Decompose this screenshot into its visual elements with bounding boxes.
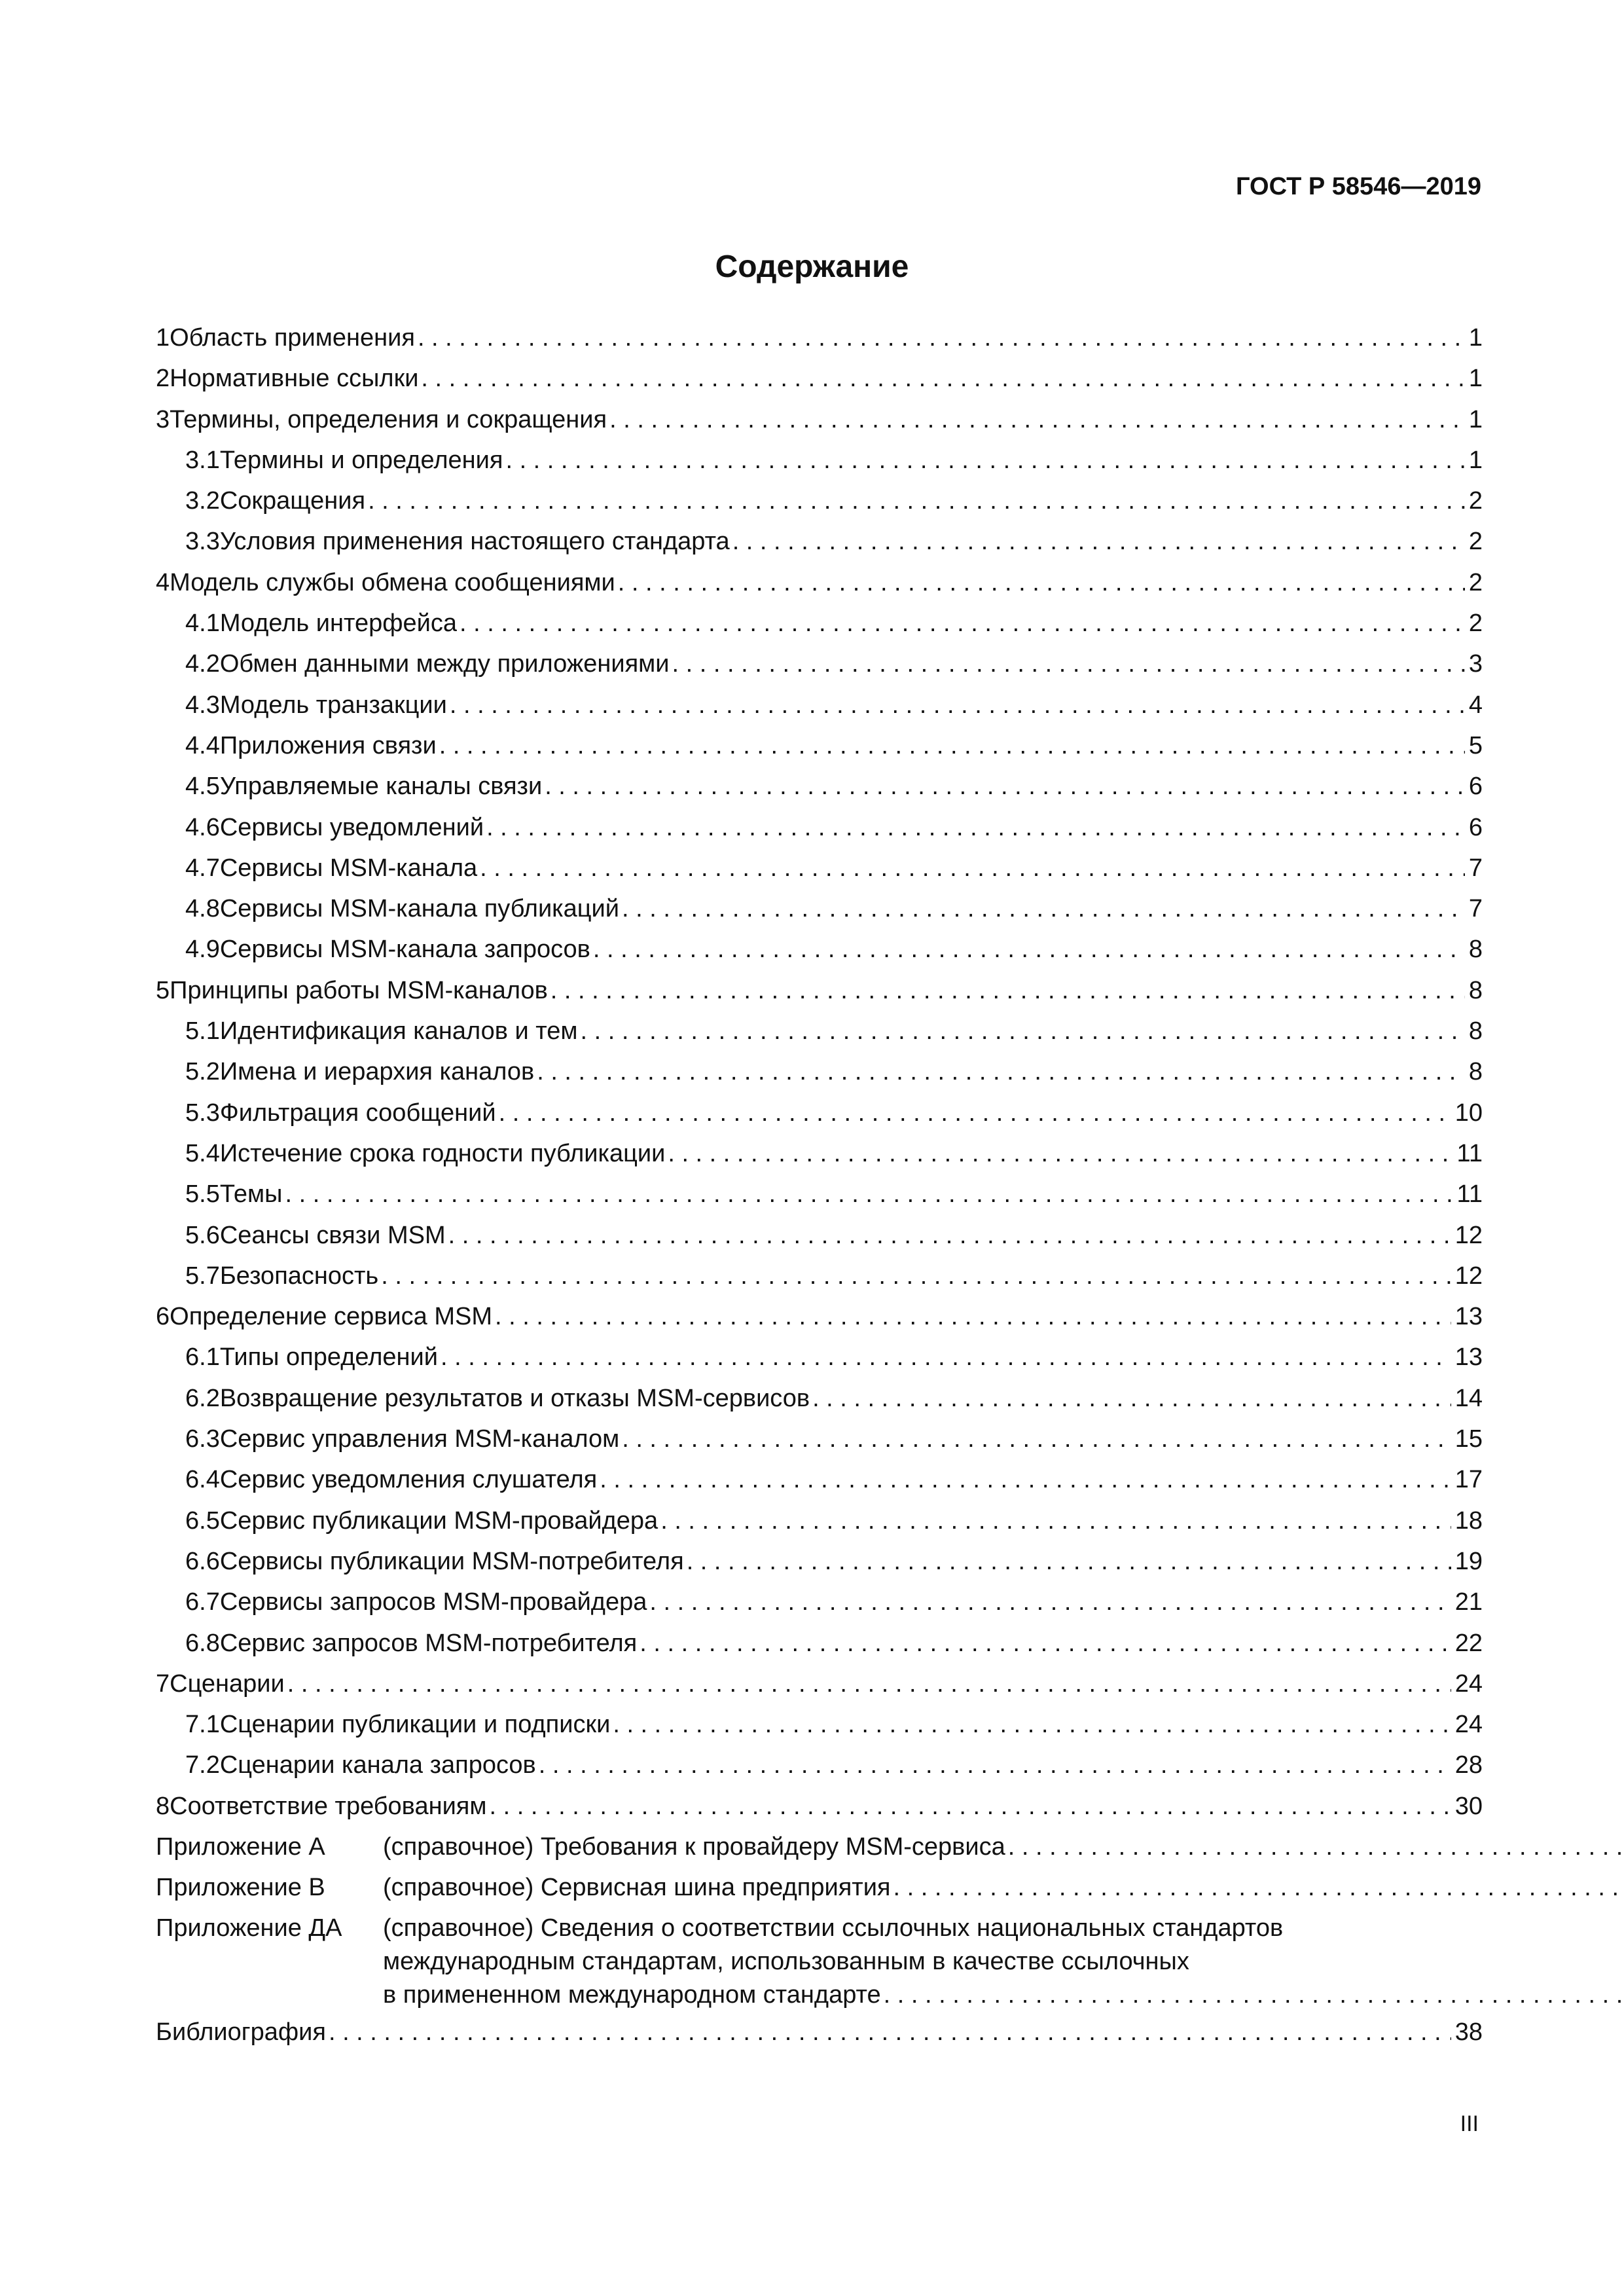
toc-entry-title: Сервис уведомления слушателя xyxy=(219,1466,598,1494)
toc-entry-page: 2 xyxy=(1468,610,1483,638)
toc-entry-page: 1 xyxy=(1468,365,1483,393)
toc-dot-leader xyxy=(439,725,1465,766)
toc-entry-page: 1 xyxy=(1468,446,1483,474)
toc-entry-number: 6.3 xyxy=(185,1425,220,1453)
toc-entry-title: Модель интерфейса xyxy=(219,610,457,638)
toc-entry[interactable] xyxy=(156,399,1483,440)
toc-entry-page: 2 xyxy=(1468,568,1483,596)
toc-dot-leader xyxy=(1008,1827,1624,1867)
toc-dot-leader xyxy=(505,440,1464,481)
toc-dot-leader xyxy=(609,399,1465,440)
toc-entry[interactable] xyxy=(156,929,1483,970)
toc-appendix-entry[interactable] xyxy=(156,1827,1483,1867)
toc-dot-leader xyxy=(618,562,1465,603)
toc-entry-number: 5.5 xyxy=(185,1180,220,1209)
toc-entry-title: Сеансы связи MSM xyxy=(219,1221,446,1249)
toc-entry-page: 18 xyxy=(1454,1506,1483,1535)
toc-entry-page: 10 xyxy=(1454,1099,1483,1127)
toc-entry-page: 17 xyxy=(1454,1466,1483,1494)
toc-entry-page: 13 xyxy=(1454,1303,1483,1331)
toc-entry-number: 6 xyxy=(156,1303,170,1331)
toc-dot-leader xyxy=(539,1745,1451,1785)
toc-dot-leader xyxy=(640,1623,1451,1664)
appendix-title-text: (справочное) Сведения о соответствии ссылочных национальных стандартов xyxy=(383,1914,1284,1942)
appendix-title xyxy=(383,1867,1624,1908)
toc-entry-page: 3 xyxy=(1468,650,1483,678)
toc-entry-title: Сценарии xyxy=(170,1669,285,1698)
toc-entry-number: 6.7 xyxy=(185,1588,220,1616)
toc-entry-number: 4.7 xyxy=(185,854,220,882)
toc-entry[interactable] xyxy=(156,603,1483,644)
toc-entry-page: 38 xyxy=(1454,2018,1483,2046)
toc-entry-number: 7.1 xyxy=(185,1711,220,1739)
toc-entry[interactable] xyxy=(156,1051,1483,1092)
toc-entry-number: 4.3 xyxy=(185,691,220,719)
toc-dot-leader xyxy=(672,644,1465,684)
toc-entry-number: 2 xyxy=(156,365,170,393)
toc-entry-number: 4.9 xyxy=(185,936,220,964)
toc-dot-leader xyxy=(480,848,1465,888)
toc-entry-page: 8 xyxy=(1468,936,1483,964)
toc-dot-leader xyxy=(593,929,1465,970)
toc-entry-number: 5.7 xyxy=(185,1262,220,1290)
toc-dot-leader xyxy=(649,1582,1451,1622)
toc-entry-number: 3.1 xyxy=(185,446,220,474)
appendix-title-text: в примененном международном стандарте xyxy=(383,1980,881,2009)
toc-entry[interactable] xyxy=(156,888,1483,929)
toc-entry[interactable] xyxy=(156,562,1483,603)
toc-dot-leader xyxy=(421,358,1464,399)
toc-entry-number: 5.1 xyxy=(185,1017,220,1046)
toc-entry-page: 6 xyxy=(1468,773,1483,801)
toc-entry-number: 5.3 xyxy=(185,1099,220,1127)
appendix-title-line xyxy=(383,1945,1624,1978)
toc-entry-title: Управляемые каналы связи xyxy=(219,773,543,801)
toc-entry-number: 7.2 xyxy=(185,1751,220,1779)
toc-entry-title: Обмен данными между приложениями xyxy=(219,650,670,678)
toc-entry-title: Сервисы MSM-канала запросов xyxy=(219,936,590,964)
toc-entry[interactable] xyxy=(156,1541,1483,1582)
appendix-title xyxy=(383,1912,1624,2012)
toc-entry-page: 22 xyxy=(1454,1629,1483,1657)
toc-entry[interactable] xyxy=(156,848,1483,888)
toc-dot-leader xyxy=(812,1378,1451,1419)
appendix-title-text: международным стандартам, использованным в качестве ссылочных xyxy=(383,1947,1189,1975)
toc-dot-leader xyxy=(287,1664,1451,1704)
toc-entry-page: 1 xyxy=(1468,324,1483,352)
toc-dot-leader xyxy=(368,481,1465,521)
toc-entry-title: Сервис запросов MSM-потребителя xyxy=(219,1629,638,1657)
toc-entry[interactable] xyxy=(156,1011,1483,1051)
toc-entry-number: 6.2 xyxy=(185,1384,220,1412)
toc-entry-title: Область применения xyxy=(170,324,415,352)
toc-dot-leader xyxy=(418,318,1465,358)
toc-entry-number: 3 xyxy=(156,405,170,433)
toc-entry-title: Сервисы уведомлений xyxy=(219,813,484,841)
toc-bibliography-entry[interactable] xyxy=(156,2012,1483,2052)
toc-entry[interactable] xyxy=(156,1419,1483,1459)
toc-entry[interactable] xyxy=(156,1582,1483,1622)
toc-entry-number: 5.4 xyxy=(185,1139,220,1167)
toc-entry[interactable] xyxy=(156,1664,1483,1704)
toc-entry-number: 3.3 xyxy=(185,528,220,556)
toc-entry-title: Определение сервиса MSM xyxy=(170,1303,492,1331)
toc-dot-leader xyxy=(581,1011,1465,1051)
toc-entry-page: 2 xyxy=(1468,487,1483,515)
toc-entry-title: Модель транзакции xyxy=(219,691,447,719)
toc-dot-leader xyxy=(600,1459,1451,1500)
toc-dot-leader xyxy=(448,1215,1451,1256)
toc-entry-page: 2 xyxy=(1468,528,1483,556)
toc-entry[interactable] xyxy=(156,1133,1483,1174)
toc-entry-number: 6.8 xyxy=(185,1629,220,1657)
toc-entry-number: 6.4 xyxy=(185,1466,220,1494)
toc-entry[interactable] xyxy=(156,1378,1483,1419)
toc-entry-page: 12 xyxy=(1454,1262,1483,1290)
toc-entry[interactable] xyxy=(156,1296,1483,1337)
toc-dot-leader xyxy=(660,1501,1451,1541)
toc-entry-number: 5.2 xyxy=(185,1058,220,1086)
toc-entry-title: Сценарии публикации и подписки xyxy=(219,1711,611,1739)
toc-entry-page: 24 xyxy=(1454,1711,1483,1739)
toc-entry-page: 13 xyxy=(1454,1343,1483,1372)
appendix-label: Приложение ДА xyxy=(156,1914,342,1942)
toc-entry-title: Безопасность xyxy=(219,1262,379,1290)
toc-entry-title: Библиография xyxy=(156,2018,326,2046)
toc-entry[interactable] xyxy=(156,1256,1483,1296)
toc-dot-leader xyxy=(884,1978,1624,2012)
toc-entry-number: 7 xyxy=(156,1669,170,1698)
toc-entry[interactable] xyxy=(156,358,1483,399)
toc-entry-number: 3.2 xyxy=(185,487,220,515)
toc-dot-leader xyxy=(622,888,1465,929)
toc-entry[interactable] xyxy=(156,1745,1483,1785)
toc-entry-title: Термины, определения и сокращения xyxy=(170,405,607,433)
toc-dot-leader xyxy=(550,970,1465,1011)
toc-entry[interactable] xyxy=(156,521,1483,562)
toc-entry[interactable] xyxy=(156,1623,1483,1664)
toc-entry-number: 1 xyxy=(156,324,170,352)
toc-entry-number: 4.8 xyxy=(185,895,220,923)
toc-entry-page: 12 xyxy=(1454,1221,1483,1249)
toc-entry-title: Нормативные ссылки xyxy=(170,365,419,393)
toc-entry[interactable] xyxy=(156,1459,1483,1500)
toc-entry-page: 7 xyxy=(1468,854,1483,882)
toc-entry[interactable] xyxy=(156,766,1483,807)
toc-dot-leader xyxy=(893,1867,1624,1908)
toc-entry-page: 8 xyxy=(1468,1058,1483,1086)
toc-entry-title: Возвращение результатов и отказы MSM-сервисов xyxy=(219,1384,810,1412)
toc-dot-leader xyxy=(613,1704,1451,1745)
toc-entry-page: 1 xyxy=(1468,405,1483,433)
toc-entry-title: Имена и иерархия каналов xyxy=(219,1058,535,1086)
toc-dot-leader xyxy=(460,603,1465,644)
toc-entry-title: Приложения связи xyxy=(219,731,437,759)
toc-entry-title: Сервисы MSM-канала xyxy=(219,854,478,882)
toc-entry[interactable] xyxy=(156,1093,1483,1133)
appendix-title xyxy=(383,1827,1624,1867)
page-title: Содержание xyxy=(715,249,909,284)
toc-dot-leader xyxy=(499,1093,1451,1133)
toc-dot-leader xyxy=(537,1051,1465,1092)
toc-entry-page: 5 xyxy=(1468,731,1483,759)
toc-entry-number: 6.1 xyxy=(185,1343,220,1372)
toc-entry-page: 28 xyxy=(1454,1751,1483,1779)
toc-entry-title: Термины и определения xyxy=(219,446,503,474)
toc-entry-number: 5.6 xyxy=(185,1221,220,1249)
toc-entry-page: 8 xyxy=(1468,1017,1483,1046)
toc-appendix-entry[interactable] xyxy=(156,1908,1483,2012)
toc-dot-leader xyxy=(285,1174,1453,1214)
toc-entry[interactable] xyxy=(156,644,1483,684)
toc-entry[interactable] xyxy=(156,318,1483,358)
toc-entry-title: Принципы работы MSM-каналов xyxy=(170,976,548,1004)
table-of-contents xyxy=(156,318,1483,2052)
toc-entry-title: Сокращения xyxy=(219,487,366,515)
toc-dot-leader xyxy=(545,766,1465,807)
toc-dot-leader xyxy=(486,807,1465,848)
toc-entry-page: 4 xyxy=(1468,691,1483,719)
toc-entry-title: Фильтрация сообщений xyxy=(219,1099,496,1127)
toc-entry[interactable] xyxy=(156,1337,1483,1377)
appendix-title-line xyxy=(383,1978,1624,2012)
toc-entry-number: 8 xyxy=(156,1792,170,1820)
toc-entry-title: Соответствие требованиям xyxy=(170,1792,487,1820)
toc-entry-number: 4.2 xyxy=(185,650,220,678)
toc-entry[interactable] xyxy=(156,685,1483,725)
toc-entry[interactable] xyxy=(156,1704,1483,1745)
toc-entry[interactable] xyxy=(156,1215,1483,1256)
toc-entry-page: 6 xyxy=(1468,813,1483,841)
toc-entry-number: 4.6 xyxy=(185,813,220,841)
toc-entry-number: 4.4 xyxy=(185,731,220,759)
toc-entry-number: 5 xyxy=(156,976,170,1004)
toc-entry-title: Сервисы запросов MSM-провайдера xyxy=(219,1588,647,1616)
toc-entry-title: Истечение срока годности публикации xyxy=(219,1139,666,1167)
toc-entry-title: Идентификация каналов и тем xyxy=(219,1017,578,1046)
toc-entry-title: Сервисы публикации MSM-потребителя xyxy=(219,1547,684,1575)
toc-dot-leader xyxy=(495,1296,1451,1337)
toc-entry-title: Сценарии канала запросов xyxy=(219,1751,536,1779)
toc-entry-title: Сервисы MSM-канала публикаций xyxy=(219,895,619,923)
toc-entry-number: 4.5 xyxy=(185,773,220,801)
toc-entry[interactable] xyxy=(156,1501,1483,1541)
toc-entry-title: Темы xyxy=(219,1180,283,1209)
toc-dot-leader xyxy=(441,1337,1451,1377)
toc-entry-number: 4.1 xyxy=(185,610,220,638)
toc-entry-number: 6.5 xyxy=(185,1506,220,1535)
toc-entry-page: 7 xyxy=(1468,895,1483,923)
toc-entry-title: Модель службы обмена сообщениями xyxy=(170,568,615,596)
toc-entry[interactable] xyxy=(156,807,1483,848)
toc-entry-title: Сервис управления MSM-каналом xyxy=(219,1425,620,1453)
appendix-title-line xyxy=(383,1827,1624,1867)
toc-dot-leader xyxy=(687,1541,1451,1582)
toc-entry-page: 30 xyxy=(1454,1792,1483,1820)
toc-dot-leader xyxy=(622,1419,1451,1459)
toc-entry-number: 4 xyxy=(156,568,170,596)
toc-dot-leader xyxy=(381,1256,1451,1296)
toc-entry[interactable] xyxy=(156,440,1483,481)
toc-dot-leader xyxy=(732,521,1465,562)
toc-entry-page: 19 xyxy=(1454,1547,1483,1575)
toc-entry-page: 14 xyxy=(1454,1384,1483,1412)
appendix-title-line xyxy=(383,1912,1624,1945)
toc-entry[interactable] xyxy=(156,725,1483,766)
appendix-title-text: (справочное) Требования к провайдеру MSM-сервиса xyxy=(383,1832,1005,1861)
toc-appendix-entry[interactable] xyxy=(156,1867,1483,1908)
toc-dot-leader xyxy=(450,685,1465,725)
toc-entry-number: 6.6 xyxy=(185,1547,220,1575)
toc-entry-page: 24 xyxy=(1454,1669,1483,1698)
toc-entry-page: 8 xyxy=(1468,976,1483,1004)
toc-entry-page: 15 xyxy=(1454,1425,1483,1453)
toc-entry-title: Типы определений xyxy=(219,1343,438,1372)
toc-entry-title: Сервис публикации MSM-провайдера xyxy=(219,1506,659,1535)
document-code: ГОСТ Р 58546—2019 xyxy=(1236,173,1481,200)
toc-entry[interactable] xyxy=(156,1174,1483,1214)
appendix-label: Приложение А xyxy=(156,1832,325,1861)
toc-entry-page: 11 xyxy=(1456,1139,1483,1167)
toc-dot-leader xyxy=(490,1786,1451,1827)
toc-dot-leader xyxy=(329,2012,1451,2052)
toc-entry[interactable] xyxy=(156,481,1483,521)
page-number: III xyxy=(1460,2111,1479,2136)
toc-entry[interactable] xyxy=(156,970,1483,1011)
appendix-title-text: (справочное) Сервисная шина предприятия xyxy=(383,1874,891,1902)
appendix-title-line xyxy=(383,1867,1624,1908)
toc-entry-page: 21 xyxy=(1454,1588,1483,1616)
toc-dot-leader xyxy=(668,1133,1453,1174)
appendix-label: Приложение В xyxy=(156,1874,325,1902)
toc-entry[interactable] xyxy=(156,1786,1483,1827)
toc-entry-title: Условия применения настоящего стандарта xyxy=(219,528,730,556)
toc-entry-page: 11 xyxy=(1456,1180,1483,1209)
